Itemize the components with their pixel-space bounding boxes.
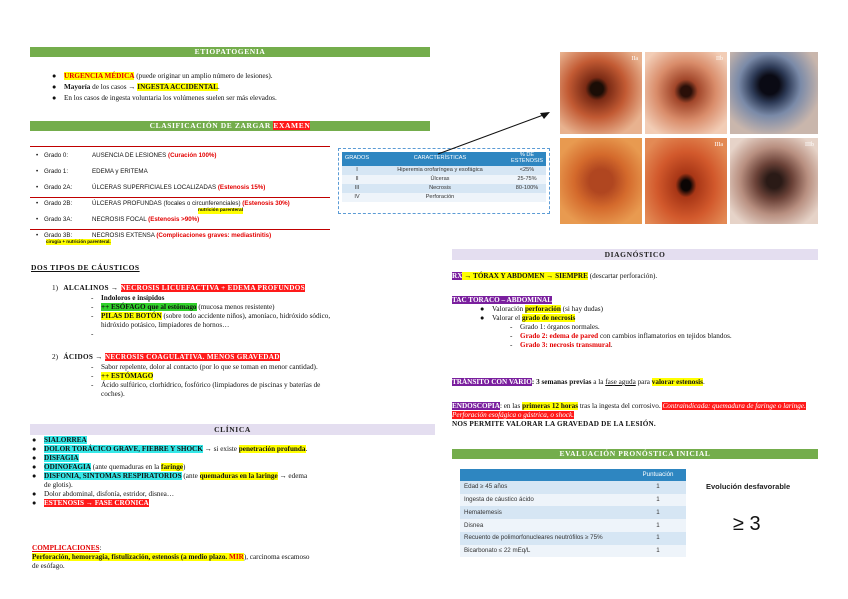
endoscopy-photo: IIa (560, 52, 642, 134)
clinica-list (32, 436, 442, 508)
table-row: Recuento de polimorfonucleares neutrófilos ≥ 75% 1 (460, 532, 686, 545)
diag-rx: RX → TÓRAX Y ABDOMEN → SIEMPRE (descartar perforación). (452, 272, 658, 280)
pronostico-header: EVALUACIÓN PRONÓSTICA INICIAL (452, 449, 818, 459)
causticos-title: DOS TIPOS DE CÁUSTICOS (31, 263, 140, 272)
zargar-grade-desc: EDEMA y ERITEMA (92, 168, 148, 175)
zargar-top-rule (30, 146, 330, 147)
endoscopy-photo-grid (560, 52, 818, 224)
alcalinos-section (52, 284, 452, 339)
zargar-header: CLASIFICACIÓN DE ZARGAR EXAMEN (30, 121, 430, 131)
table-row: Bicarbonato ≤ 22 mEq/L 1 (460, 545, 686, 558)
list-item: - Indoloros e insípidos (91, 294, 165, 302)
diag-transito: TRÁNSITO CON VARIO: 3 semanas previas a la fase aguda para valorar estenosis. (452, 378, 705, 386)
endoscopy-photo: IIIa (645, 138, 727, 224)
list-item: ● ODINOFAGIA (ante quemaduras en la faringe) (32, 463, 186, 471)
list-item: ● DISFONIA, SINTOMAS RESPIRATORIOS (ante quemaduras en la laringe → edema de glotis). (32, 472, 308, 489)
list-item: ● Valoración perforación (si hay dudas) (480, 305, 603, 313)
zargar-grade-label: Grado 3A: (44, 216, 73, 223)
list-item: - PILAS DE BOTÓN (sobre todo accidente niños), amoníaco, hidróxido sódico, hidróxido potásico, limpiadores de hornos… (91, 312, 331, 329)
zargar-grade-label: Grado 1: (44, 168, 69, 175)
endoscopy-photo: IIb (645, 52, 727, 134)
list-item: ● Dolor abdominal, disfonía, estridor, disnea… (32, 490, 175, 498)
endoscopy-photo (560, 138, 642, 224)
diag-tac: TAC TORACO – ABDOMINAL ● Valoración perforación (si hay dudas) ● Valorar el grado de necrosis - Grado 1: órganos normales. - Grado 2: edema de pared con cambios inflamatorios en tejidos blandos. - Grado 3: necrosis transmural. (452, 296, 832, 350)
pronostico-table-box (460, 469, 686, 557)
alcalinos-heading: 1) ALCALINOS → NECROSIS LICUEFACTIVA + EDEMA PROFUNDOS (52, 284, 305, 292)
acidos-heading: 2) ÁCIDOS → NECROSIS COAGULATIVA. MENOS GRAVEDAD (52, 353, 280, 361)
grados-table (342, 152, 546, 202)
table-row: II Úlceras 25-75% (342, 175, 546, 184)
list-item: ● En los casos de ingesta voluntaria los volúmenes suelen ser más elevados. (52, 94, 277, 102)
list-item: - Sabor repelente, dolor al contacto (por lo que se toman en menor cantidad). (91, 363, 318, 371)
cirugia-tag: cirugía + nutrición parenteral. (46, 239, 111, 244)
list-item: ● ESTENOSIS → FASE CRÓNICA (32, 499, 149, 507)
table-row: I Hiperemia orofaríngea y esofágica <25% (342, 166, 546, 175)
list-item: - Grado 2: edema de pared con cambios inflamatorios en tejidos blandos. (510, 332, 732, 340)
outcome-label: Evolución desfavorable (706, 482, 791, 491)
acidos-section (52, 353, 452, 399)
list-item: - Ácido sulfúrico, clorhídrico, fosfórico (limpiadores de piscinas y baterías de coches). (91, 381, 321, 398)
list-item: ● URGENCIA MÉDICA (puede originar un amplio número de lesiones). (52, 72, 273, 80)
list-item: ● Valorar el grado de necrosis (480, 314, 576, 322)
list-item: - (91, 330, 94, 338)
zargar-classification-box: • Grado 0: AUSENCIA DE LESIONES (Curación 100%) • Grado 1: EDEMA y ERITEMA • Grado 2A: ÚLCERAS SUPERFICIALES LOCALIZADAS (Estenosis 15%) • Grado 2B: ÚLCERAS PROFUNDAS (focales o circunferenciales) (Estenosis 30%) • Grado 3A: NECROSIS FOCAL (Estenosis >90%) • Grado 3B: NECROSIS EXTENSA (Complicaciones graves: mediastinitis) nutrición parenteral cirugía + nutrición parenteral. (30, 146, 330, 246)
pronostico-table (460, 469, 686, 557)
complicaciones-section: COMPLICACIONES: Perforación, hemorragia, fistulización, estenosis (a medio plazo. MIR), carcinoma escamoso de esófago. (32, 544, 310, 570)
list-item: ● SIALORREA (32, 436, 87, 444)
threshold-value: ≥ 3 (733, 513, 761, 535)
diag-endoscopia: ENDOSCOPIA: en las primeras 12 horas tras la ingesta del corrosivo. Contraindicada: quemadura de faringe o laringe. Perforación esofágica o gástrica, o shock. NOS PERMITE VALORAR LA GRAVEDAD DE LA LESIÓN. (452, 402, 806, 428)
zargar-grade-label: Grado 3B: (44, 232, 73, 239)
zargar-grade-desc: NECROSIS EXTENSA (Complicaciones graves: mediastinitis) (92, 232, 272, 239)
list-item: - ++ ESTÓMAGO (91, 372, 154, 380)
zargar-grade-desc: AUSENCIA DE LESIONES (Curación 100%) (92, 152, 217, 159)
etiopatogenia-header: ETIOPATOGENIA (30, 47, 430, 57)
table-row: Hematemesis 1 (460, 506, 686, 519)
table-row: IV Perforación (342, 193, 546, 202)
table-row: Disnea 1 (460, 519, 686, 532)
list-item: ● DISFAGIA (32, 454, 79, 462)
table-row: III Necrosis 80-100% (342, 184, 546, 193)
list-item: - Grado 1: órganos normales. (510, 323, 600, 331)
list-item: - Grado 3: necrosis transmural. (510, 341, 613, 349)
parenteral-tag: nutrición parenteral (198, 208, 244, 213)
list-item: ● DOLOR TORÁCICO GRAVE, FIEBRE Y SHOCK → si existe penetración profunda. (32, 445, 308, 453)
list-item: - ++ ESÓFAGO que al estómago (mucosa menos resistente) (91, 303, 275, 311)
zargar-grade-desc: NECROSIS FOCAL (Estenosis >90%) (92, 216, 200, 223)
endoscopy-photo: IIIb (730, 138, 818, 224)
zargar-grade-desc: ÚLCERAS SUPERFICIALES LOCALIZADAS (Estenosis 15%) (92, 184, 266, 191)
clinica-header: CLÍNICA (30, 424, 435, 435)
diagnostico-header: DIAGNÓSTICO (452, 249, 818, 260)
zargar-divider (30, 229, 330, 230)
list-item: ● Mayoría de los casos → INGESTA ACCIDENTAL. (52, 83, 220, 91)
zargar-grade-label: Grado 0: (44, 152, 69, 159)
zargar-divider (30, 197, 330, 198)
pointer-arrow-icon (436, 108, 556, 158)
zargar-grade-label: Grado 2B: (44, 200, 73, 207)
table-row: Edad ≥ 45 años 1 (460, 481, 686, 494)
zargar-grade-label: Grado 2A: (44, 184, 73, 191)
grados-table-header: GRADOS CARACTERÍSTICAS % DE ESTENOSIS (342, 152, 546, 166)
etiopatogenia-list (52, 72, 277, 103)
zargar-grade-desc: ÚLCERAS PROFUNDAS (focales o circunferenciales) (Estenosis 30%) (92, 200, 290, 207)
endoscopy-photo (730, 52, 818, 134)
table-row: Ingesta de cáustico ácido 1 (460, 494, 686, 507)
pronostico-table-header: Puntuación (460, 469, 686, 481)
